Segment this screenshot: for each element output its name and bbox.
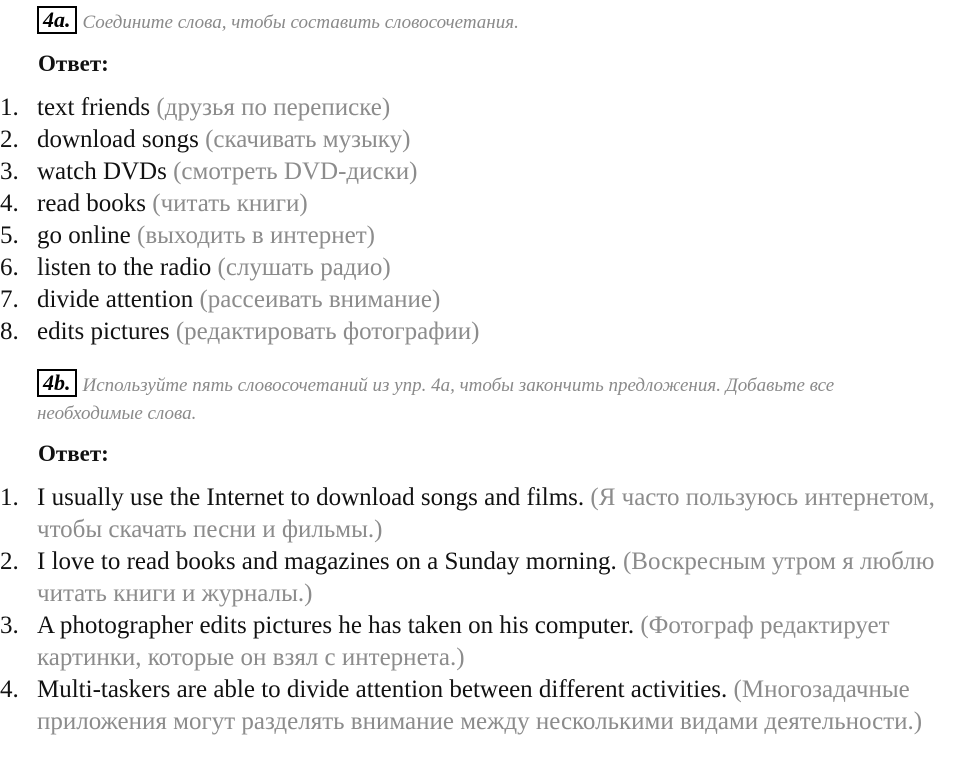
item-number: 8. — [0, 318, 19, 345]
answer-list-4a — [0, 92, 960, 348]
item-number: 5. — [0, 222, 19, 249]
list-item — [0, 124, 960, 156]
list-item — [0, 546, 960, 610]
russian-translation: (друзья по переписке) — [156, 94, 391, 121]
item-number: 2. — [0, 548, 19, 575]
russian-translation: (Фотограф редактирует картинки, которые он взял с интернета.) — [37, 612, 890, 671]
russian-translation: (читать книги) — [152, 190, 308, 217]
english-sentence: I usually use the Internet to download songs and films. — [37, 484, 585, 511]
english-phrase: edits pictures — [37, 318, 170, 345]
english-sentence: A photographer edits pictures he has taken on his computer. — [37, 612, 635, 639]
item-number: 7. — [0, 286, 19, 313]
item-number: 3. — [0, 158, 19, 185]
answer-label-4b: Ответ: — [38, 441, 109, 466]
russian-translation: (скачивать музыку) — [205, 126, 411, 153]
list-item — [0, 316, 960, 348]
task-4a-badge: 4a. — [37, 6, 77, 34]
item-number: 6. — [0, 254, 19, 281]
task-4a-header — [37, 6, 519, 37]
english-sentence: I love to read books and magazines on a Sunday morning. — [37, 548, 617, 575]
task-4a-instruction: Соедините слова, чтобы составить словосочетания. — [82, 12, 519, 33]
russian-translation: (Я часто пользуюсь интернетом, чтобы скачать песни и фильмы.) — [37, 484, 935, 543]
english-phrase: text friends — [37, 94, 151, 121]
answer-list-4b — [0, 482, 960, 738]
item-number: 1. — [0, 94, 19, 121]
english-phrase: divide attention — [37, 286, 194, 313]
english-sentence: Multi-taskers are able to divide attention between different activities. — [37, 676, 728, 703]
list-item — [0, 92, 960, 124]
answer-label-4a: Ответ: — [38, 51, 109, 76]
task-4b-badge: 4b. — [37, 369, 77, 397]
item-number: 4. — [0, 676, 19, 703]
russian-translation: (смотреть DVD-диски) — [173, 158, 418, 185]
list-item — [0, 188, 960, 220]
russian-translation: (рассеивать внимание) — [199, 286, 441, 313]
item-number: 1. — [0, 484, 19, 511]
russian-translation: (слушать радио) — [217, 254, 391, 281]
task-4b-header — [37, 369, 917, 428]
russian-translation: (Многозадачные приложения могут разделять внимание между несколькими видами деятельности.) — [37, 676, 923, 735]
russian-translation: (редактировать фотографии) — [175, 318, 480, 345]
task-4b-instruction: Используйте пять словосочетаний из упр. 4а, чтобы закончить предложения. Добавьте все необходимые слова. — [37, 375, 835, 424]
english-phrase: watch DVDs — [37, 158, 167, 185]
list-item — [0, 284, 960, 316]
list-item — [0, 156, 960, 188]
list-item — [0, 220, 960, 252]
item-number: 4. — [0, 190, 19, 217]
item-number: 3. — [0, 612, 19, 639]
list-item — [0, 252, 960, 284]
list-item — [0, 674, 960, 738]
russian-translation: (выходить в интернет) — [137, 222, 375, 249]
list-item — [0, 482, 960, 546]
english-phrase: listen to the radio — [37, 254, 212, 281]
russian-translation: (Воскресным утром я люблю читать книги и журналы.) — [37, 548, 935, 607]
english-phrase: download songs — [37, 126, 199, 153]
item-number: 2. — [0, 126, 19, 153]
list-item — [0, 610, 960, 674]
english-phrase: read books — [37, 190, 146, 217]
english-phrase: go online — [37, 222, 131, 249]
